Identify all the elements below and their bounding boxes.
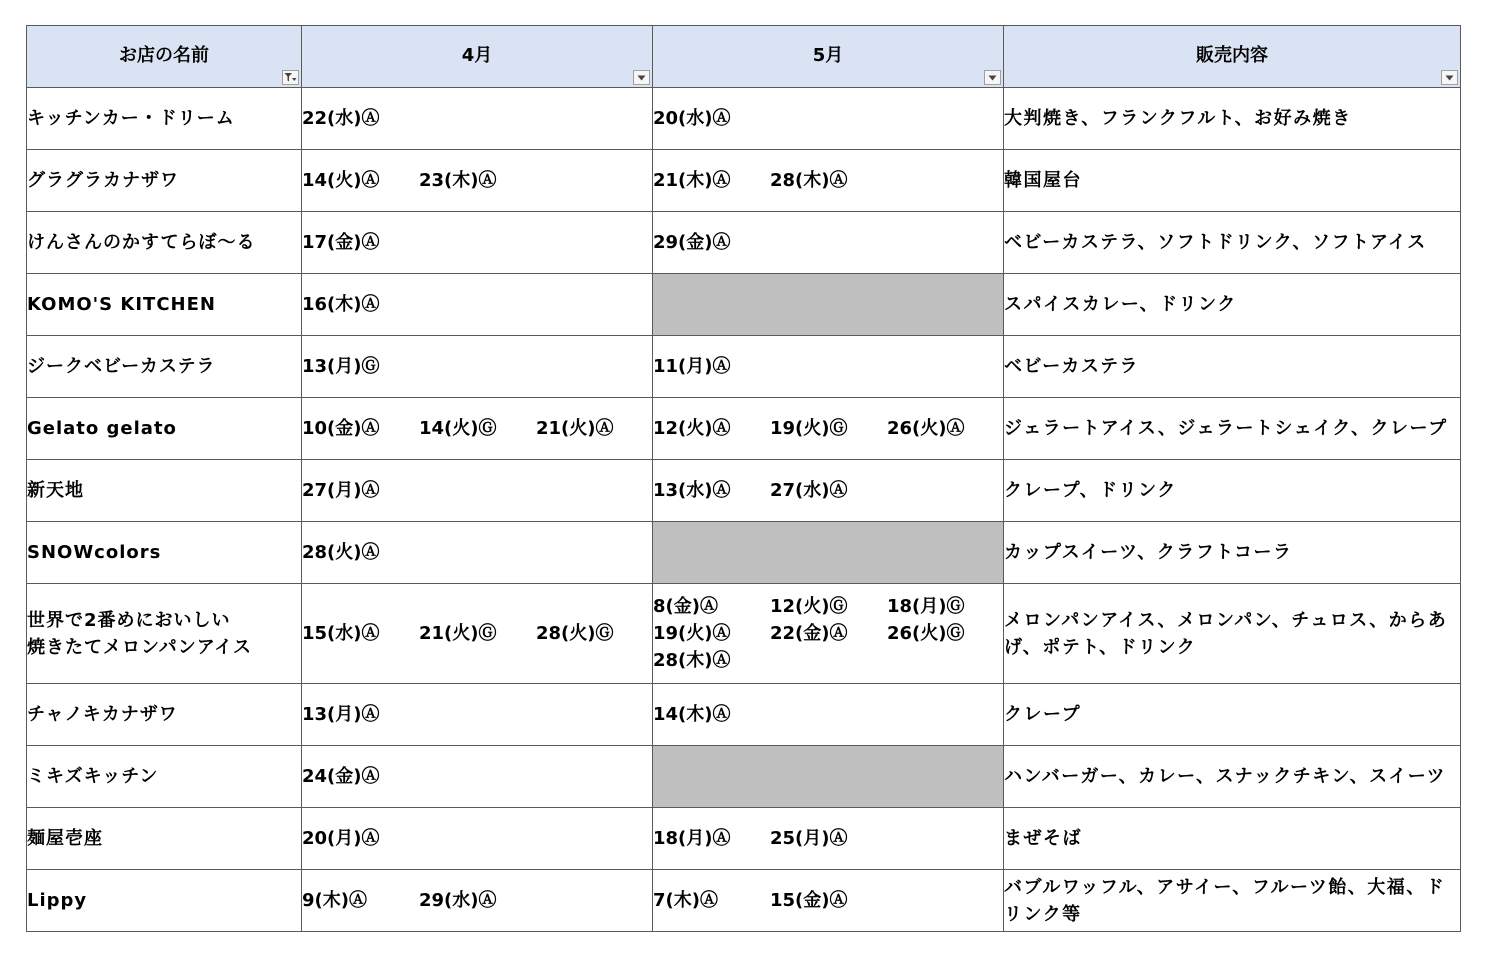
- menu-cell[interactable]: バブルワッフル、アサイー、フルーツ飴、大福、ドリンク等: [1004, 870, 1461, 932]
- date-entry: 24(金)Ⓐ: [302, 766, 380, 787]
- header-april: [302, 26, 653, 88]
- shop-name-cell[interactable]: Gelato gelato: [27, 398, 302, 460]
- header-row: [27, 26, 1461, 88]
- menu-cell[interactable]: スパイスカレー、ドリンク: [1004, 274, 1461, 336]
- date-entry: 12(火)Ⓖ: [770, 596, 848, 617]
- date-entry: 10(金)Ⓐ: [302, 418, 380, 439]
- date-line: [653, 353, 1003, 380]
- date-line: [653, 620, 1003, 647]
- may-dates-cell[interactable]: [653, 398, 1004, 460]
- date-line: [302, 353, 652, 380]
- date-entry: 11(月)Ⓐ: [653, 356, 731, 377]
- date-line: [302, 763, 652, 790]
- table-row: [27, 88, 1461, 150]
- header-menu: [1004, 26, 1461, 88]
- date-entry: 28(木)Ⓐ: [653, 650, 731, 671]
- april-dates-cell[interactable]: [302, 584, 653, 684]
- table-body: [27, 88, 1461, 932]
- may-dates-cell[interactable]: [653, 746, 1004, 808]
- table-row: [27, 398, 1461, 460]
- april-dates-cell[interactable]: [302, 808, 653, 870]
- date-entry: 17(金)Ⓐ: [302, 232, 380, 253]
- may-dates-cell[interactable]: [653, 684, 1004, 746]
- date-entry: 20(水)Ⓐ: [653, 108, 731, 129]
- april-dates-cell[interactable]: [302, 746, 653, 808]
- menu-cell[interactable]: 大判焼き、フランクフルト、お好み焼き: [1004, 88, 1461, 150]
- table-row: [27, 808, 1461, 870]
- date-line: [302, 825, 652, 852]
- date-entry: 20(月)Ⓐ: [302, 828, 380, 849]
- date-entry: 18(月)Ⓖ: [887, 596, 965, 617]
- april-dates-cell[interactable]: [302, 212, 653, 274]
- date-entry: 15(水)Ⓐ: [302, 623, 380, 644]
- date-line: [302, 105, 652, 132]
- date-line: [653, 593, 1003, 620]
- shop-name-cell[interactable]: KOMO'S KITCHEN: [27, 274, 302, 336]
- date-line: [653, 647, 1003, 674]
- date-line: [653, 229, 1003, 256]
- date-entry: 29(水)Ⓐ: [419, 890, 497, 911]
- date-line: [653, 167, 1003, 194]
- may-dates-cell[interactable]: [653, 522, 1004, 584]
- shop-name-cell[interactable]: チャノキカナザワ: [27, 684, 302, 746]
- may-dates-cell[interactable]: [653, 212, 1004, 274]
- date-entry: 12(火)Ⓐ: [653, 418, 731, 439]
- date-entry: 21(火)Ⓖ: [419, 623, 497, 644]
- date-line: [653, 415, 1003, 442]
- april-dates-cell[interactable]: [302, 870, 653, 932]
- date-entry: 29(金)Ⓐ: [653, 232, 731, 253]
- menu-cell[interactable]: 韓国屋台: [1004, 150, 1461, 212]
- dropdown-arrow-icon[interactable]: [633, 70, 650, 85]
- date-entry: 18(月)Ⓐ: [653, 828, 731, 849]
- header-label: 販売内容: [1196, 44, 1268, 66]
- shop-name-cell[interactable]: Lippy: [27, 870, 302, 932]
- may-dates-cell[interactable]: [653, 274, 1004, 336]
- april-dates-cell[interactable]: [302, 336, 653, 398]
- menu-cell[interactable]: クレープ、ドリンク: [1004, 460, 1461, 522]
- header-label: お店の名前: [119, 44, 209, 66]
- shop-name-cell[interactable]: SNOWcolors: [27, 522, 302, 584]
- date-entry: 26(火)Ⓐ: [887, 418, 965, 439]
- date-line: [302, 415, 652, 442]
- date-entry: 27(水)Ⓐ: [770, 480, 848, 501]
- date-line: [302, 887, 652, 914]
- date-line: [302, 477, 652, 504]
- date-line: [302, 620, 652, 647]
- may-dates-cell[interactable]: [653, 88, 1004, 150]
- table-row: [27, 274, 1461, 336]
- table-row: [27, 336, 1461, 398]
- date-line: [653, 825, 1003, 852]
- table-row: [27, 212, 1461, 274]
- date-entry: 16(木)Ⓐ: [302, 294, 380, 315]
- date-line: [653, 887, 1003, 914]
- shop-name-cell[interactable]: グラグラカナザワ: [27, 150, 302, 212]
- dropdown-arrow-icon[interactable]: [1441, 70, 1458, 85]
- april-dates-cell[interactable]: [302, 522, 653, 584]
- shop-name-cell[interactable]: ジークベビーカステラ: [27, 336, 302, 398]
- date-entry: 9(木)Ⓐ: [302, 890, 367, 911]
- menu-cell[interactable]: ベビーカステラ: [1004, 336, 1461, 398]
- date-line: [653, 701, 1003, 728]
- date-entry: 23(木)Ⓐ: [419, 170, 497, 191]
- menu-cell[interactable]: カップスイーツ、クラフトコーラ: [1004, 522, 1461, 584]
- may-dates-cell[interactable]: [653, 584, 1004, 684]
- dropdown-arrow-icon[interactable]: [984, 70, 1001, 85]
- date-line: [302, 701, 652, 728]
- header-may: [653, 26, 1004, 88]
- date-entry: 13(月)Ⓐ: [302, 704, 380, 725]
- date-entry: 21(木)Ⓐ: [653, 170, 731, 191]
- table-row: [27, 150, 1461, 212]
- date-entry: 19(火)Ⓖ: [770, 418, 848, 439]
- date-entry: 27(月)Ⓐ: [302, 480, 380, 501]
- date-entry: 28(火)Ⓐ: [302, 542, 380, 563]
- header-label: 4月: [461, 44, 493, 66]
- filter-active-icon[interactable]: [282, 70, 299, 85]
- april-dates-cell[interactable]: [302, 460, 653, 522]
- menu-cell[interactable]: まぜそば: [1004, 808, 1461, 870]
- date-entry: 15(金)Ⓐ: [770, 890, 848, 911]
- menu-cell[interactable]: クレープ: [1004, 684, 1461, 746]
- date-entry: 7(木)Ⓐ: [653, 890, 718, 911]
- april-dates-cell[interactable]: [302, 88, 653, 150]
- date-line: [302, 229, 652, 256]
- menu-cell[interactable]: メロンパンアイス、メロンパン、チュロス、からあげ、ポテト、ドリンク: [1004, 584, 1461, 684]
- shop-name-cell[interactable]: 新天地: [27, 460, 302, 522]
- date-line: [302, 291, 652, 318]
- menu-cell[interactable]: ジェラートアイス、ジェラートシェイク、クレープ: [1004, 398, 1461, 460]
- date-entry: 21(火)Ⓐ: [536, 418, 614, 439]
- april-dates-cell[interactable]: [302, 684, 653, 746]
- menu-cell[interactable]: ハンバーガー、カレー、スナックチキン、スイーツ: [1004, 746, 1461, 808]
- table-row: [27, 522, 1461, 584]
- menu-cell[interactable]: ベビーカステラ、ソフトドリンク、ソフトアイス: [1004, 212, 1461, 274]
- shop-name-cell[interactable]: キッチンカー・ドリーム: [27, 88, 302, 150]
- april-dates-cell[interactable]: [302, 150, 653, 212]
- header-shop-name: [27, 26, 302, 88]
- date-entry: 28(木)Ⓐ: [770, 170, 848, 191]
- date-entry: 19(火)Ⓐ: [653, 623, 731, 644]
- date-entry: 14(火)Ⓐ: [302, 170, 380, 191]
- date-entry: 28(火)Ⓖ: [536, 623, 614, 644]
- date-entry: 26(火)Ⓖ: [887, 623, 965, 644]
- shop-name-cell[interactable]: 麺屋壱座: [27, 808, 302, 870]
- food-truck-schedule-table: [26, 25, 1461, 932]
- may-dates-cell[interactable]: [653, 336, 1004, 398]
- table-row: [27, 870, 1461, 932]
- date-entry: 22(金)Ⓐ: [770, 623, 848, 644]
- table-row: [27, 746, 1461, 808]
- april-dates-cell[interactable]: [302, 274, 653, 336]
- date-entry: 13(月)Ⓖ: [302, 356, 380, 377]
- table-row: [27, 684, 1461, 746]
- table-row: [27, 460, 1461, 522]
- may-dates-cell[interactable]: [653, 870, 1004, 932]
- may-dates-cell[interactable]: [653, 150, 1004, 212]
- date-entry: 22(水)Ⓐ: [302, 108, 380, 129]
- date-line: [302, 539, 652, 566]
- may-dates-cell[interactable]: [653, 460, 1004, 522]
- may-dates-cell[interactable]: [653, 808, 1004, 870]
- date-entry: 8(金)Ⓐ: [653, 596, 718, 617]
- date-entry: 14(火)Ⓖ: [419, 418, 497, 439]
- date-line: [653, 105, 1003, 132]
- date-entry: 14(木)Ⓐ: [653, 704, 731, 725]
- date-entry: 25(月)Ⓐ: [770, 828, 848, 849]
- shop-name-cell[interactable]: ミキズキッチン: [27, 746, 302, 808]
- april-dates-cell[interactable]: [302, 398, 653, 460]
- date-entry: 13(水)Ⓐ: [653, 480, 731, 501]
- date-line: [653, 477, 1003, 504]
- header-label: 5月: [812, 44, 844, 66]
- shop-name-cell[interactable]: けんさんのかすてらぼ～る: [27, 212, 302, 274]
- date-line: [302, 167, 652, 194]
- table-row: [27, 584, 1461, 684]
- shop-name-cell[interactable]: 世界で2番めにおいしい 焼きたてメロンパンアイス: [27, 584, 302, 684]
